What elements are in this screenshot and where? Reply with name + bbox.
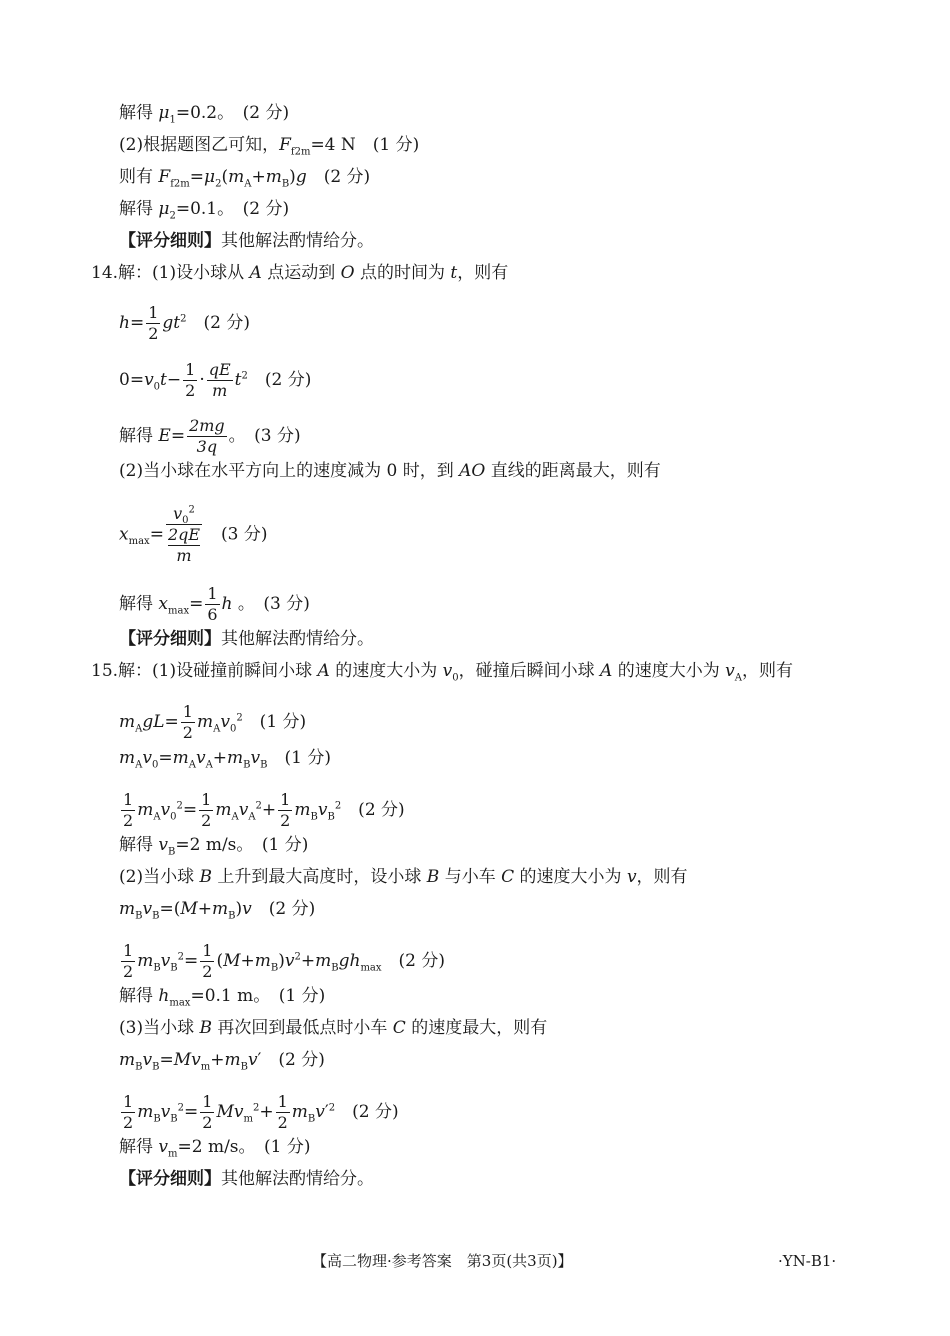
- line-l4: 解得 $\mu_2=0.1$。 (2 分): [119, 199, 290, 222]
- note-1-body: 其他解法酌情给分。: [221, 231, 374, 251]
- q15-eq8: $m_Bv_B=Mv_m+m_Bv'$ (2 分): [119, 1050, 325, 1073]
- note-2: [119, 628, 374, 650]
- q14-eq2: $0=v_0t-$ $\frac{1}{2}$ · $\frac{qE}{m}$ $t^2$ (2 分): [119, 360, 312, 400]
- note-3: [119, 1168, 374, 1190]
- q15-eq3: $\frac{1}{2}$ $m_Av_0^2=$ $\frac{1}{2}$ $m_Av_A^2+$ $\frac{1}{2}$ $m_Bv_B^2$ (2 分): [123, 790, 405, 830]
- q14-part2: (2)当小球在水平方向上的速度减为 0 时，到 AO 直线的距离最大，则有: [119, 461, 661, 481]
- q15-eq1: $m_AgL=$ $\frac{1}{2}$ $m_Av_0^2$ (1 分): [119, 702, 307, 742]
- q15-eq2: $m_Av_0=m_Av_A+m_Bv_B$ (1 分): [119, 748, 331, 771]
- line-l2: (2)根据题图乙可知，$F_{f2m}=4$ N (1 分): [119, 135, 420, 158]
- q15-eq9: $\frac{1}{2}$ $m_Bv_B^2=$ $\frac{1}{2}$ $Mv_m^2+$ $\frac{1}{2}$ $m_Bv'^2$ (2 分): [123, 1092, 399, 1132]
- note-3-head: 【评分细则】: [119, 1169, 221, 1189]
- q15-eq5: $m_Bv_B=(M+m_B)v$ (2 分): [119, 899, 316, 922]
- q15-part2: (2)当小球 B 上升到最大高度时，设小球 B 与小车 C 的速度大小为 v，则有: [119, 867, 688, 887]
- q14-eq4: $x_{max}=$ $v_0^2$ 2qE m (3 分): [119, 504, 268, 565]
- q15-eq10: 解得 $v_m=2$ m/s。 (1 分): [119, 1137, 311, 1160]
- note-1: [119, 230, 374, 252]
- note-2-head: 【评分细则】: [119, 629, 221, 649]
- line-l3: 则有 $F_{f2m}=\mu_2(m_A+m_B)g$ (2 分): [119, 167, 371, 190]
- q14-eq3: 解得 E= $\frac{2mg}{3q}$ 。 (3 分): [119, 416, 301, 456]
- note-2-body: 其他解法酌情给分。: [221, 629, 374, 649]
- footer-title: 【高二物理·参考答案 第3页(共3页)】: [312, 1252, 573, 1270]
- line-l1: 解得 $\mu_1=0.2$。 (2 分): [119, 103, 290, 126]
- q14-eq5: 解得 $x_{max}=$ $\frac{1}{6}$ h 。 (3 分): [119, 584, 310, 624]
- q15-eq6: $\frac{1}{2}$ $m_Bv_B^2=$ $\frac{1}{2}$ $(M+m_B)v^2+m_Bgh_{max}$ (2 分): [123, 941, 446, 981]
- footer-code: ·YN-B1·: [778, 1252, 837, 1270]
- q15-part3: (3)当小球 B 再次回到最低点时小车 C 的速度最大，则有: [119, 1018, 548, 1038]
- q14-eq1: h= $\frac{1}{2}$ $gt^2$ (2 分): [119, 303, 250, 343]
- note-3-body: 其他解法酌情给分。: [221, 1169, 374, 1189]
- q15-eq4: 解得 $v_B=2$ m/s。 (1 分): [119, 835, 309, 858]
- q15-head: 15.解：(1)设碰撞前瞬间小球 A 的速度大小为 $v_0$，碰撞后瞬间小球 A 的速度大小为 $v_A$，则有: [91, 661, 793, 684]
- note-1-head: 【评分细则】: [119, 231, 221, 251]
- q15-eq7: 解得 $h_{max}=0.1$ m。 (1 分): [119, 986, 326, 1009]
- q14-head: 14.解：(1)设小球从 A 点运动到 O 点的时间为 t，则有: [91, 263, 509, 283]
